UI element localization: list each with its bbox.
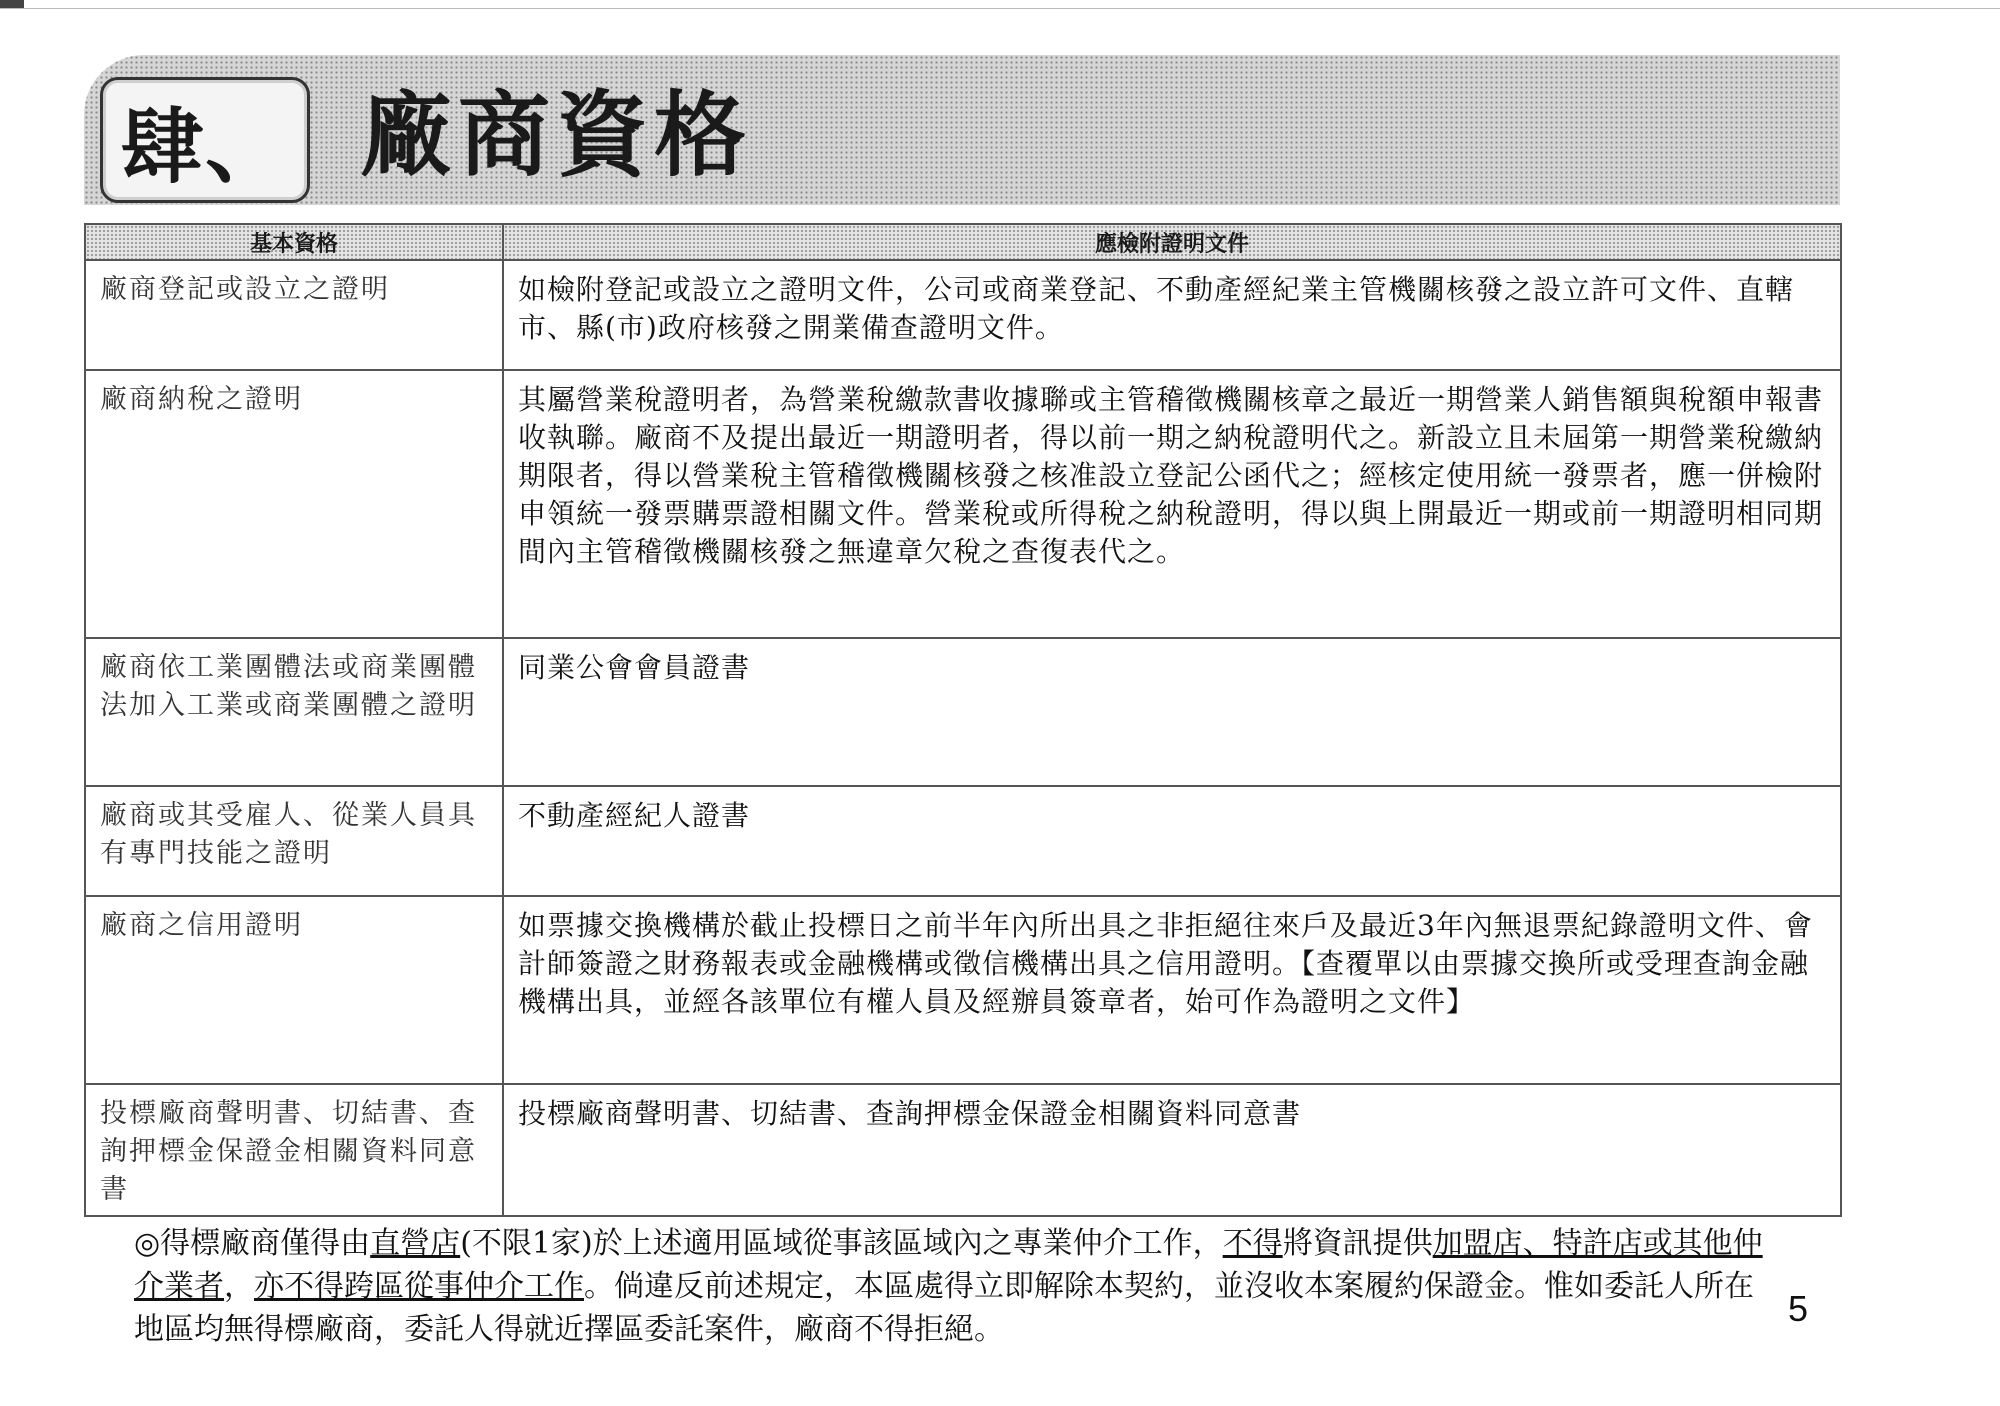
section-banner: [84, 55, 1840, 205]
header-basic-qualification: 基本資格: [85, 224, 503, 260]
table-row: [85, 638, 1841, 786]
footnote-text: 將資訊提供: [1282, 1226, 1433, 1261]
footnote-underlined: 加盟店、特許店或其他仲介業者: [134, 1226, 1763, 1304]
qualification-cell: 廠商或其受雇人、從業人員具有專門技能之證明: [85, 786, 503, 896]
qualification-cell: 廠商依工業團體法或商業團體法加入工業或商業團體之證明: [85, 638, 503, 786]
qualification-cell: 廠商納稅之證明: [85, 370, 503, 638]
documents-cell: 如檢附登記或設立之證明文件，公司或商業登記、不動產經紀業主管機關核發之設立許可文件、直轄市、縣(市)政府核發之開業備查證明文件。: [503, 260, 1841, 370]
table-row: [85, 786, 1841, 896]
qualification-cell: 廠商之信用證明: [85, 896, 503, 1084]
header-required-documents: 應檢附證明文件: [503, 224, 1841, 260]
footnote-underlined: 直營店: [370, 1226, 461, 1261]
section-title: 廠商資格: [360, 81, 753, 189]
documents-cell: 同業公會會員證書: [503, 638, 1841, 786]
scan-artifact: [0, 0, 24, 8]
footnote-text: ◎得標廠商僅得由: [134, 1226, 371, 1261]
qualification-cell: 投標廠商聲明書、切結書、查詢押標金保證金相關資料同意書: [85, 1084, 503, 1216]
table-row: [85, 1084, 1841, 1216]
footnote-text: 。倘違反前述規定，本區處得立即解除本契約，並沒收本案履約保證金。惟如委託人所在地區均無得標廠商，委託人得就近擇區委託案件，廠商不得拒絕。: [134, 1269, 1754, 1347]
scan-top-line: [0, 8, 2000, 9]
documents-cell: 其屬營業稅證明者，為營業稅繳款書收據聯或主管稽徵機關核章之最近一期營業人銷售額與稅額申報書收執聯。廠商不及提出最近一期證明者，得以前一期之納稅證明代之。新設立且未屆第一期營業稅繳納期限者，得以營業稅主管稽徵機關核發之核准設立登記公函代之；經核定使用統一發票者，應一併檢附申領統一發票購票證相關文件。營業稅或所得稅之納稅證明，得以與上開最近一期或前一期證明相同期間內主管稽徵機關核發之無違章欠稅之查復表代之。: [503, 370, 1841, 638]
qualification-cell: 廠商登記或設立之證明: [85, 260, 503, 370]
footnote-underlined: 不得: [1222, 1226, 1283, 1261]
qualification-table: [84, 223, 1842, 1217]
table-header-row: [85, 224, 1841, 260]
table-row: [85, 370, 1841, 638]
footnote-text: (不限1家)於上述適用區域從事該區域內之專業仲介工作，: [460, 1226, 1223, 1261]
table-row: [85, 896, 1841, 1084]
section-number: 肆、: [120, 98, 289, 195]
page-number: 5: [1788, 1288, 1809, 1329]
table-row: [85, 260, 1841, 370]
footnote-underlined: 亦不得跨區從事仲介工作: [254, 1269, 584, 1304]
footnote: [134, 1222, 1774, 1351]
footnote-text: ，: [224, 1269, 254, 1304]
section-number-badge: [100, 77, 310, 203]
documents-cell: 投標廠商聲明書、切結書、查詢押標金保證金相關資料同意書: [503, 1084, 1841, 1216]
documents-cell: 不動產經紀人證書: [503, 786, 1841, 896]
documents-cell: 如票據交換機構於截止投標日之前半年內所出具之非拒絕往來戶及最近3年內無退票紀錄證明文件、會計師簽證之財務報表或金融機構或徵信機構出具之信用證明。【查覆單以由票據交換所或受理查詢金融機構出具，並經各該單位有權人員及經辦員簽章者，始可作為證明之文件】: [503, 896, 1841, 1084]
